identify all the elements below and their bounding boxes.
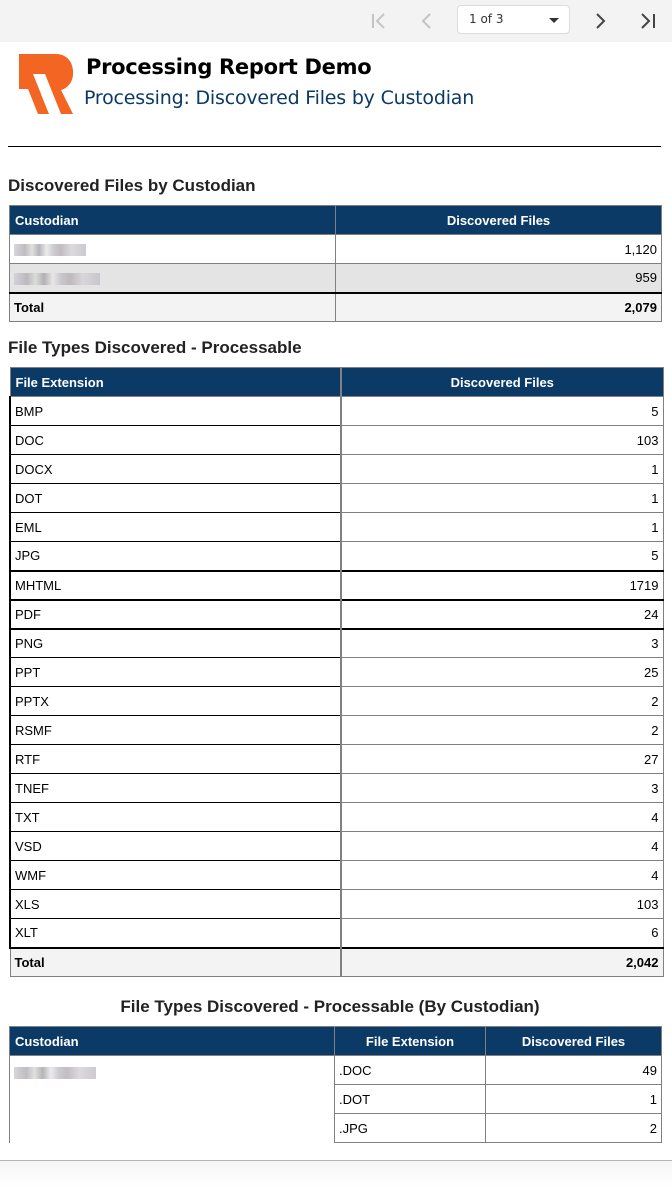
column-header-discovered-files: Discovered Files (486, 1027, 662, 1056)
section-title-by-custodian: File Types Discovered - Processable (By Custodian) (120, 997, 540, 1016)
discovered-files-value: 5 (341, 397, 663, 426)
table-row (10, 542, 663, 571)
table-row (10, 426, 663, 455)
table-row (10, 484, 663, 513)
discovered-files-value: 49 (486, 1056, 662, 1085)
next-page-icon (590, 11, 610, 31)
file-extension: TXT (10, 803, 341, 832)
total-label: Total (10, 948, 341, 977)
discovered-files-value: 25 (341, 658, 663, 687)
file-extension: DOC (10, 426, 341, 455)
section-title-file-types: File Types Discovered - Processable (8, 338, 302, 357)
file-extension: XLS (10, 890, 341, 919)
by-custodian-table (9, 1026, 662, 1143)
discovered-files-value: 1 (341, 484, 663, 513)
section-title-custodian: Discovered Files by Custodian (8, 176, 256, 195)
report-subtitle: Processing: Discovered Files by Custodian (84, 87, 475, 109)
table-row (10, 235, 662, 264)
custodian-name-redacted (10, 264, 336, 293)
discovered-files-value: 3 (341, 629, 663, 658)
file-extension: RTF (10, 745, 341, 774)
total-row (10, 948, 663, 977)
discovered-files-value: 103 (341, 426, 663, 455)
discovered-files-value: 1,120 (336, 235, 662, 264)
custodian-name-redacted (10, 1056, 335, 1143)
table-row (10, 716, 663, 745)
page-selector-value: 1 of 3 (469, 12, 504, 26)
table-row (10, 513, 663, 542)
report-title: Processing Report Demo (86, 55, 372, 79)
file-extension: PNG (10, 629, 341, 658)
discovered-files-value: 5 (341, 542, 663, 571)
table-row (10, 600, 663, 629)
table-row (10, 571, 663, 600)
relativity-r-logo (19, 54, 73, 114)
discovered-files-value: 4 (341, 832, 663, 861)
total-value: 2,042 (341, 948, 663, 977)
discovered-files-value: 4 (341, 861, 663, 890)
file-extension: RSMF (10, 716, 341, 745)
table-row (10, 745, 663, 774)
table-row (10, 264, 662, 293)
discovered-files-value: 6 (341, 919, 663, 948)
file-extension: VSD (10, 832, 341, 861)
discovered-files-value: 959 (336, 264, 662, 293)
total-label: Total (10, 293, 336, 322)
dropdown-caret-icon (549, 18, 559, 23)
table-row (10, 803, 663, 832)
column-header-file-extension: File Extension (10, 368, 341, 397)
discovered-files-value: 103 (341, 890, 663, 919)
discovered-files-value: 2 (341, 716, 663, 745)
file-extension: JPG (10, 542, 341, 571)
file-extension: PDF (10, 600, 341, 629)
column-header-discovered-files: Discovered Files (341, 368, 663, 397)
file-extension: BMP (10, 397, 341, 426)
table-row (10, 890, 663, 919)
file-extension: DOCX (10, 455, 341, 484)
file-extension: EML (10, 513, 341, 542)
discovered-files-value: 3 (341, 774, 663, 803)
file-extension: PPT (10, 658, 341, 687)
custodian-name-redacted (10, 235, 336, 264)
column-header-custodian: Custodian (10, 1027, 335, 1056)
discovered-files-value: 2 (341, 687, 663, 716)
table-row (10, 919, 663, 948)
first-page-icon (369, 11, 389, 31)
discovered-files-value: 4 (341, 803, 663, 832)
last-page-button[interactable] (634, 7, 662, 35)
discovered-files-value: 1 (486, 1085, 662, 1114)
discovered-files-value: 27 (341, 745, 663, 774)
column-header-discovered-files: Discovered Files (336, 206, 662, 235)
table-row (10, 774, 663, 803)
total-value: 2,079 (336, 293, 662, 322)
header-divider (8, 146, 661, 147)
custodian-table (9, 205, 662, 322)
column-header-custodian: Custodian (10, 206, 336, 235)
page-bottom-divider (0, 1160, 672, 1188)
table-row (10, 455, 663, 484)
prev-page-icon (417, 11, 437, 31)
first-page-button[interactable] (365, 7, 393, 35)
table-row (10, 687, 663, 716)
file-extension: .DOC (335, 1056, 486, 1085)
discovered-files-value: 1 (341, 455, 663, 484)
file-extension: PPTX (10, 687, 341, 716)
file-extension: XLT (10, 919, 341, 948)
file-extension: .JPG (335, 1114, 486, 1143)
discovered-files-value: 1719 (341, 571, 663, 600)
total-row (10, 293, 662, 322)
discovered-files-value: 2 (486, 1114, 662, 1143)
next-page-button[interactable] (586, 7, 614, 35)
table-row (10, 629, 663, 658)
file-extension: MHTML (10, 571, 341, 600)
table-row (10, 397, 663, 426)
table-row (10, 1056, 662, 1085)
file-extension: .DOT (335, 1085, 486, 1114)
discovered-files-value: 24 (341, 600, 663, 629)
file-types-table (9, 367, 664, 977)
table-row (10, 861, 663, 890)
page-selector[interactable] (457, 5, 570, 34)
file-extension: TNEF (10, 774, 341, 803)
table-row (10, 832, 663, 861)
report-toolbar (0, 0, 672, 42)
table-row (10, 658, 663, 687)
prev-page-button[interactable] (413, 7, 441, 35)
column-header-file-extension: File Extension (335, 1027, 486, 1056)
discovered-files-value: 1 (341, 513, 663, 542)
last-page-icon (638, 11, 658, 31)
file-extension: WMF (10, 861, 341, 890)
file-extension: DOT (10, 484, 341, 513)
